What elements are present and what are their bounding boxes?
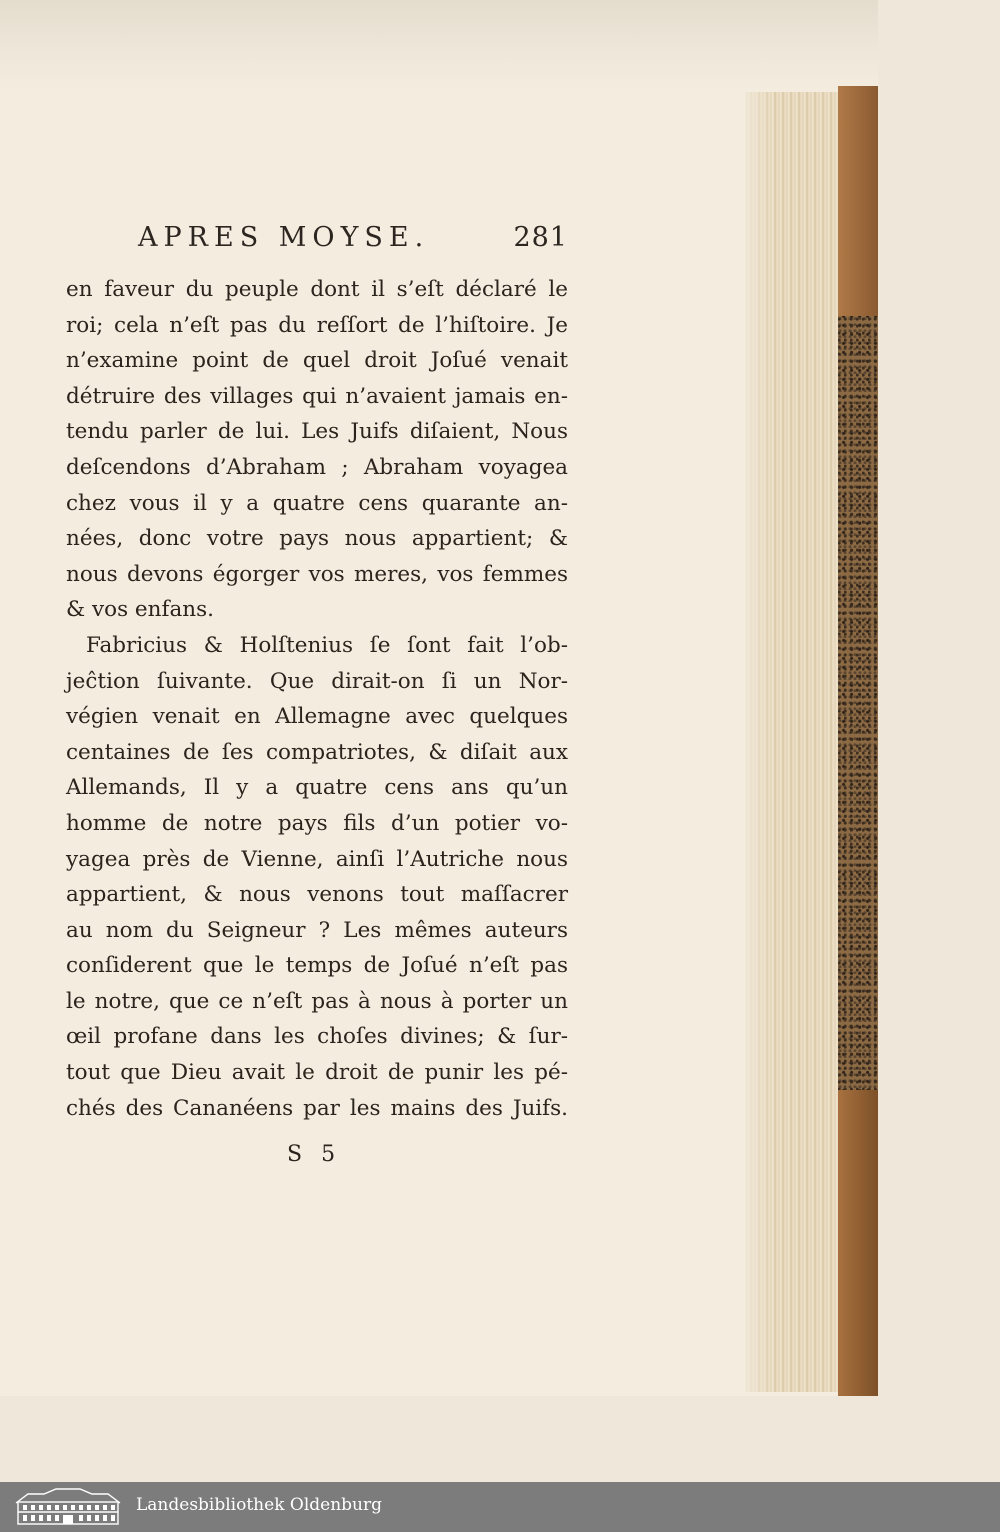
text-line: conſiderent que le temps de Joſué n’eſt pas [66, 953, 568, 979]
text-line: jeĉtion ſuivante. Que dirait-on ſi un Nor- [66, 668, 568, 694]
signature-mark: S 5 [287, 1142, 342, 1167]
text-line: Fabricius & Holſtenius ſe ſont fait l’ob- [86, 632, 568, 658]
body-text [66, 272, 568, 1126]
text-line: homme de notre pays fils d’un potier vo- [66, 810, 568, 836]
page-number: 281 [513, 222, 568, 253]
text-line: tout que Dieu avait le droit de punir les pé- [66, 1060, 568, 1086]
text-line: détruire des villages qui n’avaient jamais en- [66, 383, 568, 409]
footer-bar [0, 1482, 1000, 1532]
text-line: yagea près de Vienne, ainſi l’Autriche nous [66, 846, 568, 872]
text-line: œil profane dans les choſes divines; & ſur- [66, 1024, 568, 1050]
top-shadow [0, 0, 1000, 92]
leather-corner-top [838, 86, 878, 316]
page-edge-shade [745, 92, 775, 1392]
text-line: Allemands, Il y a quatre cens ans qu’un [66, 775, 568, 801]
running-head [138, 222, 568, 262]
library-name: Landesbibliothek Oldenburg [136, 1495, 383, 1515]
text-line: chés des Cananéens par les mains des Juifs. [66, 1095, 568, 1121]
text-line: deſcendons d’Abraham ; Abraham voyagea [66, 454, 568, 480]
leather-corner-bottom [838, 1090, 878, 1396]
running-head-title: APRES MOYSE. [138, 222, 430, 253]
text-line: & vos enfans. [66, 597, 214, 623]
text-line: tendu parler de lui. Les Juifs diſaient, Nous [66, 419, 568, 445]
page-bottom-margin [0, 1396, 878, 1482]
text-line: en faveur du peuple dont il s’eſt déclaré le [66, 277, 568, 302]
text-line: le notre, que ce n’eſt pas à nous à porter un [66, 988, 568, 1014]
library-building-icon [14, 1488, 122, 1526]
text-line: végien venait en Allemagne avec quelques [66, 704, 568, 730]
scan-background [878, 0, 1000, 1482]
text-line: n’examine point de quel droit Joſué venait [66, 348, 568, 374]
text-line: nous devons égorger vos meres, vos femmes [66, 561, 568, 587]
text-line: chez vous il y a quatre cens quarante an- [66, 490, 568, 516]
text-line: roi; cela n’eſt pas du reſſort de l’hiſtoire. Je [66, 312, 568, 338]
text-line: appartient, & nous venons tout maſſacrer [66, 882, 568, 908]
text-line: centaines de ſes compatriotes, & diſait aux [66, 739, 568, 765]
text-line: au nom du Seigneur ? Les mêmes auteurs [66, 917, 568, 943]
text-line: nées, donc votre pays nous appartient; & [66, 526, 568, 552]
